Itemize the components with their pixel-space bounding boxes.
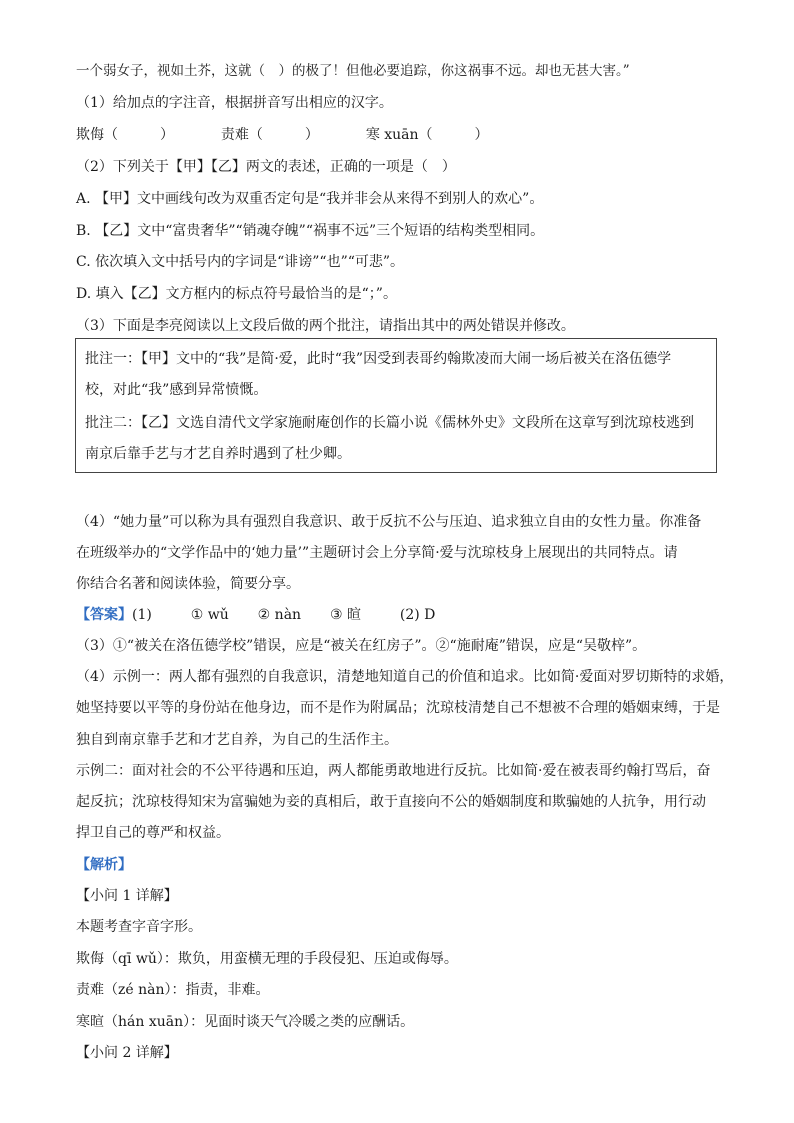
question-2-option-d: D. 填入【乙】文方框内的标点符号最恰当的是“；”。 [76, 286, 397, 302]
answer-q1-3: ③ 暄 [329, 607, 361, 623]
question-2-option-b: B. 【乙】文中“富贵奢华”“销魂夺魄”“祸事不远”三个短语的结构类型相同。 [76, 223, 545, 239]
annotation-2-line-2: 南京后靠手艺与才艺自养时遇到了杜少卿。 [85, 446, 351, 462]
analysis-subquestion-1: 【小问 1 详解】 [76, 888, 178, 904]
question-3-stem: （3）下面是李亮阅读以上文段后做的两个批注，请指出其中的两处错误并修改。 [76, 318, 575, 334]
annotation-1-line-2: 校，对此“我”感到异常愤慨。 [85, 382, 268, 398]
answer-q1-prefix: (1) [132, 607, 152, 623]
question-4-line-3: 你结合名著和阅读体验，简要分享。 [76, 576, 300, 592]
question-2-option-a: A. 【甲】文中画线句改为双重否定句是“我并非会从来得不到别人的欢心”。 [76, 191, 544, 207]
annotation-2-line-1: 批注二：【乙】文选自清代文学家施耐庵创作的长篇小说《儒林外史》文段所在这章写到沈琼枝逃到 [85, 415, 694, 431]
q1-item-hanxuan: 寒 xuān（ ） [365, 127, 489, 143]
passage-continuation: 一个弱女子，视如土芥，这就（ ）的极了！但他必要追踪，你这祸事不远。却也无甚大害。” [76, 63, 630, 79]
analysis-subquestion-2: 【小问 2 详解】 [76, 1045, 178, 1061]
answer-q4-line-4: 示例二：面对社会的不公平待遇和压迫，两人都能勇敢地进行反抗。比如简·爱在被表哥约翰打骂后，奋 [76, 763, 711, 779]
question-2-stem: （2）下列关于【甲】【乙】两文的表述，正确的一项是（ ） [76, 159, 456, 175]
analysis-text-2: 欺侮（qī wǔ）：欺负，用蛮横无理的手段侵犯、压迫或侮辱。 [76, 951, 458, 967]
answer-q1-q2 [76, 605, 435, 625]
answer-q1-2: ② nàn [257, 607, 302, 623]
answer-q4-line-2: 她坚持要以平等的身份站在他身边，而不是作为附属品；沈琼枝清楚自己不想被不合理的婚姻束缚，于是 [76, 700, 720, 716]
answer-q4-line-3: 独自到南京靠手艺和才艺自养，为自己的生活作主。 [76, 732, 398, 748]
answer-q4-line-5: 起反抗；沈琼枝得知宋为富骗她为妾的真相后，敢于直接向不公的婚姻制度和欺骗她的人抗争，用行动 [76, 794, 706, 810]
analysis-label: 【解析】 [76, 857, 132, 873]
answer-q4-line-1: （4）示例一：两人都有强烈的自我意识，清楚地知道自己的价值和追求。比如简·爱面对罗切斯特的求婚， [76, 669, 734, 685]
answer-q2: (2) D [399, 607, 436, 623]
q1-item-qiwu: 欺侮（ ） [76, 127, 174, 143]
question-4-line-2: 在班级举办的“文学作品中的‘她力量’”主题研讨会上分享简·爱与沈琼枝身上展现出的共同特点。请 [76, 545, 678, 561]
answer-q1-1: ① wǔ [190, 607, 229, 623]
answer-q3: （3）①“被关在洛伍德学校”错误，应是“被关在红房子”。②“施耐庵”错误，应是“吴敬梓”。 [76, 638, 647, 654]
analysis-text-1: 本题考查字音字形。 [76, 919, 202, 935]
question-2-option-c: C. 依次填入文中括号内的字词是“诽谤”“也”“可悲”。 [76, 254, 405, 270]
answer-label: 【答案】 [76, 607, 132, 623]
question-1-items [76, 125, 489, 145]
annotation-1-line-1: 批注一：【甲】文中的“我”是简·爱，此时“我”因受到表哥约翰欺凌而大闹一场后被关在洛伍德学 [85, 351, 672, 367]
question-4-line-1: （4）“她力量”可以称为具有强烈自我意识、敢于反抗不公与压迫、追求独立自由的女性力量。你准备 [76, 514, 702, 530]
q1-item-zenan: 责难（ ） [220, 127, 319, 143]
annotation-box [75, 338, 717, 473]
answer-q4-line-6: 捍卫自己的尊严和权益。 [76, 825, 230, 841]
analysis-text-4: 寒暄（hán xuān）：见面时谈天气冷暖之类的应酬话。 [76, 1014, 415, 1030]
analysis-text-3: 责难（zé nàn）：指责，非难。 [76, 982, 270, 998]
question-1-stem: （1）给加点的字注音，根据拼音写出相应的汉字。 [76, 95, 393, 111]
